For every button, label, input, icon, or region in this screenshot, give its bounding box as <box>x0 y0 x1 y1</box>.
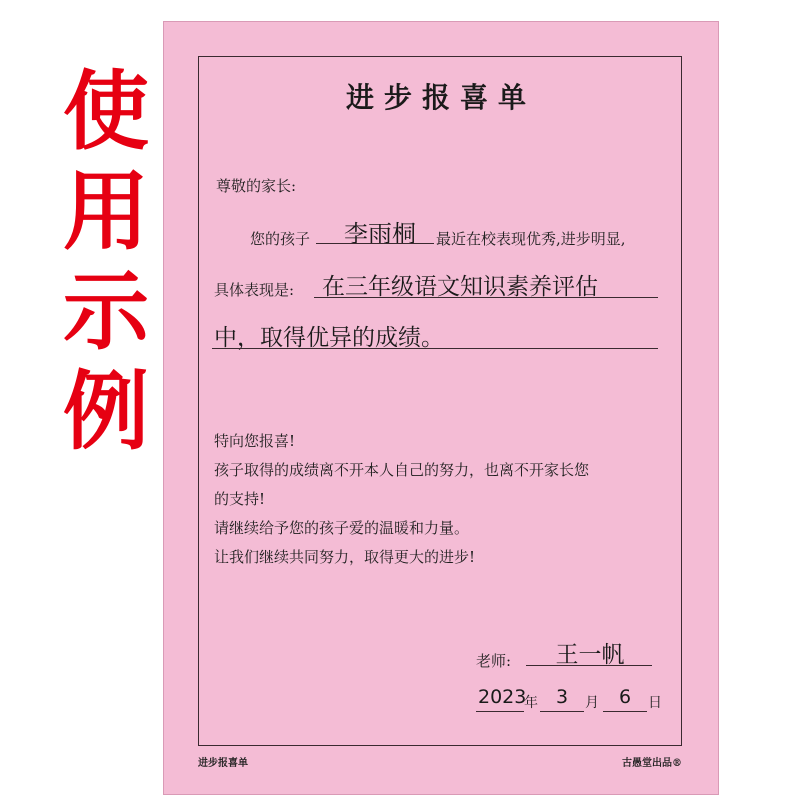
side-char: 例 <box>63 362 149 462</box>
line1-prefix: 您的孩子 <box>250 230 311 248</box>
date-year-underline <box>476 711 524 712</box>
closing-line: 孩子取得的成绩离不开本人自己的努力，也离不开家长您 <box>214 461 590 479</box>
closing-line: 的支持! <box>214 490 266 508</box>
performance-line-2: 中，取得优异的成绩。 <box>214 325 444 351</box>
date-year: 2023 <box>478 686 527 708</box>
line1-suffix: 最近在校表现优秀,进步明显, <box>436 230 626 248</box>
sheet-title: 进步报喜单 <box>345 81 536 114</box>
performance-label: 具体表现是: <box>214 281 295 299</box>
date-month: 3 <box>555 686 569 708</box>
side-char: 示 <box>63 262 149 362</box>
performance-underline-2 <box>212 348 658 349</box>
teacher-name: 王一帆 <box>555 642 625 668</box>
date-month-label: 月 <box>585 695 599 711</box>
teacher-name-underline <box>526 665 652 666</box>
progress-report-sheet <box>164 22 718 794</box>
student-name: 李雨桐 <box>344 220 416 248</box>
performance-underline-1 <box>314 297 658 298</box>
closing-line: 请继续给予您的孩子爱的温暖和力量。 <box>214 519 470 537</box>
student-name-underline <box>316 243 434 244</box>
performance-line-1: 在三年级语文知识素养评估 <box>322 274 598 300</box>
date-day: 6 <box>618 686 632 708</box>
footer-title: 进步报喜单 <box>198 758 248 769</box>
teacher-label: 老师: <box>476 652 512 670</box>
closing-line: 让我们继续共同努力，取得更大的进步! <box>214 548 476 566</box>
side-char: 使 <box>63 62 149 162</box>
usage-example-label <box>58 62 154 462</box>
date-year-label: 年 <box>524 695 538 711</box>
date-day-underline <box>603 711 647 712</box>
closing-line: 特向您报喜! <box>214 432 296 450</box>
side-char: 用 <box>63 162 149 262</box>
salutation: 尊敬的家长: <box>216 177 297 195</box>
footer-brand: 古愚堂出品® <box>622 758 682 769</box>
date-month-underline <box>540 711 584 712</box>
date-day-label: 日 <box>648 695 662 711</box>
